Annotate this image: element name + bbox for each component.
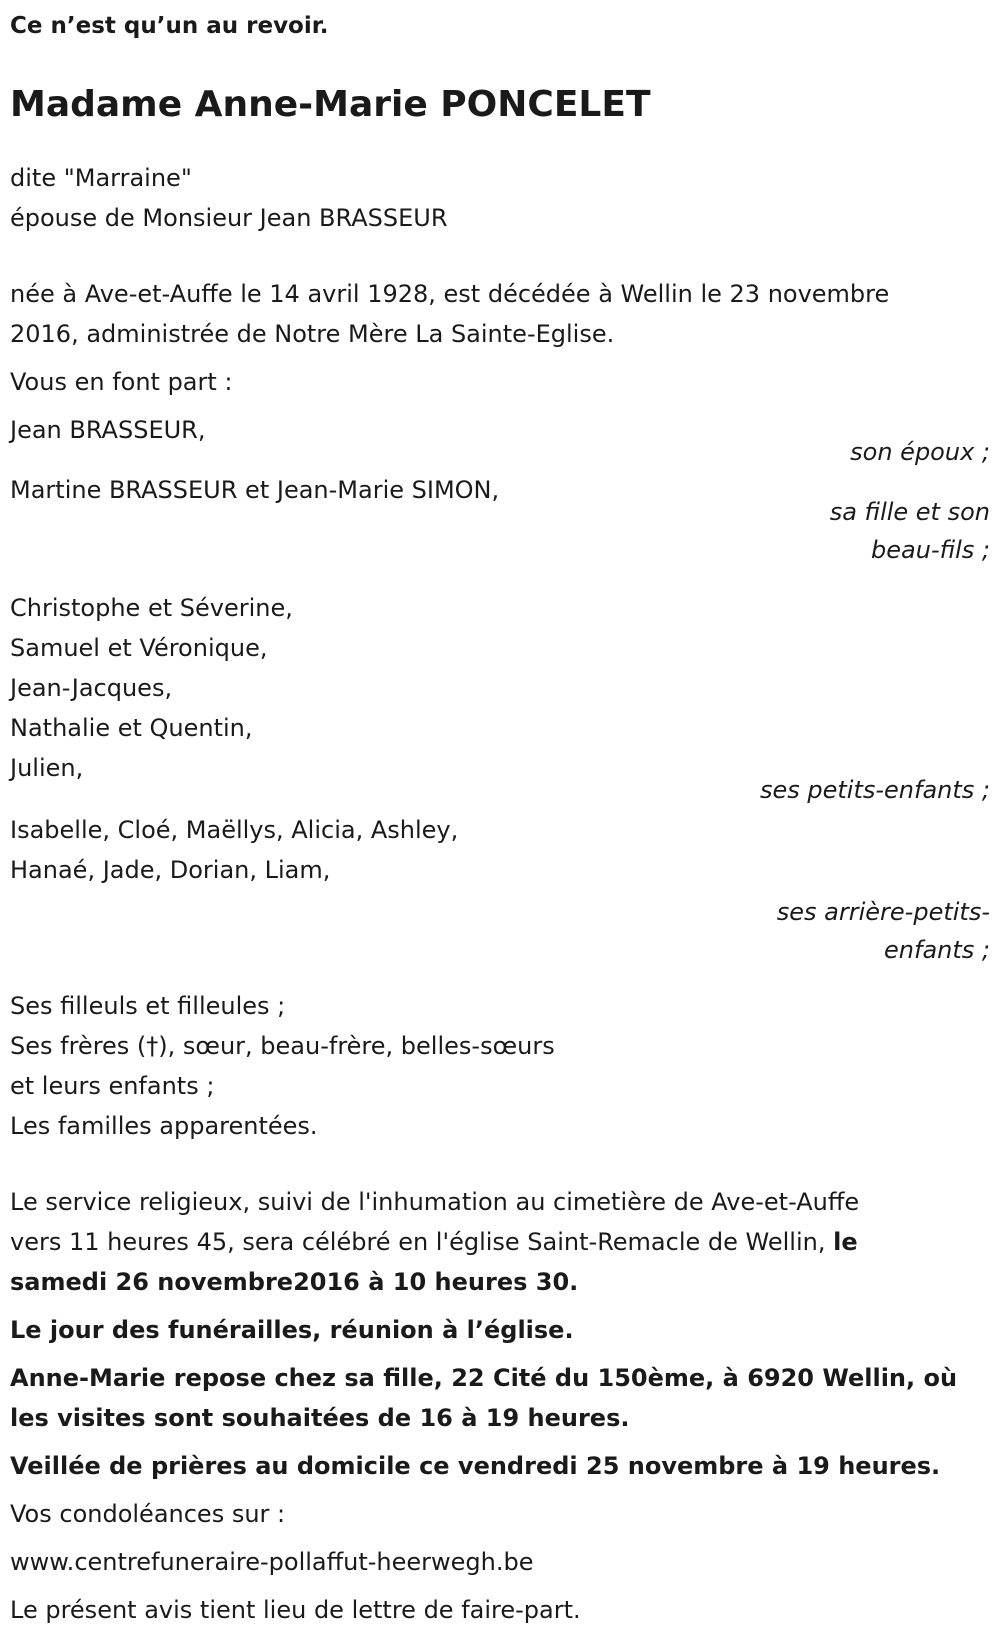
birth-death-line-2: 2016, administrée de Notre Mère La Sainte-Eglise. — [10, 320, 615, 348]
other-relatives-list — [10, 986, 990, 1146]
family-spouse-name: Jean BRASSEUR, — [10, 416, 206, 444]
grandchild-item: Nathalie et Quentin, — [10, 714, 253, 742]
vigil-line: Veillée de prières au domicile ce vendredi 25 novembre à 19 heures. — [10, 1452, 941, 1480]
service-line-1: Le service religieux, suivi de l'inhumation au cimetière de Ave-et-Auffe — [10, 1188, 860, 1216]
family-spouse-relation: son époux ; — [850, 438, 990, 466]
family-block — [10, 410, 990, 1146]
meeting-line: Le jour des funérailles, réunion à l’église. — [10, 1316, 574, 1344]
service-line-2 — [10, 1222, 990, 1262]
service-date: samedi 26 novembre2016 à 10 heures 30. — [10, 1268, 579, 1296]
visit-line-2: les visites sont souhaitées de 16 à 19 heures. — [10, 1404, 630, 1432]
intro-block — [10, 158, 990, 238]
visit-line-1: Anne-Marie repose chez sa fille, 22 Cité du 150ème, à 6920 Wellin, où — [10, 1364, 958, 1392]
service-line-2-text: vers 11 heures 45, sera célébré en l'église Saint-Remacle de Wellin, — [10, 1228, 834, 1256]
birth-death-block — [10, 274, 990, 354]
birth-death-line-1: née à Ave-et-Auffe le 14 avril 1928, est décédée à Wellin le 23 novembre — [10, 280, 890, 308]
grandchildren-list — [10, 588, 990, 788]
grandchild-item: Julien, — [10, 754, 84, 782]
announce-line: Vous en font part : — [10, 368, 233, 396]
other-relatives-item: et leurs enfants ; — [10, 1072, 215, 1100]
other-relatives-item: Ses frères (†), sœur, beau-frère, belles-sœurs — [10, 1032, 555, 1060]
other-relatives-item: Les familles apparentées. — [10, 1112, 318, 1140]
great-grandchild-item: Hanaé, Jade, Dorian, Liam, — [10, 856, 331, 884]
headline: Ce n’est qu’un au revoir. — [10, 13, 329, 39]
family-daughter-name: Martine BRASSEUR et Jean-Marie SIMON, — [10, 476, 500, 504]
grandchild-item: Samuel et Véronique, — [10, 634, 268, 662]
great-grandchild-item: Isabelle, Cloé, Maëllys, Alicia, Ashley, — [10, 816, 459, 844]
great-grandchildren-relation-1: ses arrière-petits- — [776, 898, 990, 926]
service-line-2-bold: le — [833, 1228, 858, 1256]
other-relatives-item: Ses filleuls et filleules ; — [10, 992, 286, 1020]
alias-line: dite "Marraine" — [10, 164, 192, 192]
great-grandchildren-relation-2: enfants ; — [884, 936, 990, 964]
service-block — [10, 1182, 990, 1302]
family-daughter-relation-1: sa fille et son — [829, 498, 990, 526]
spouse-line: épouse de Monsieur Jean BRASSEUR — [10, 204, 448, 232]
condolences-label: Vos condoléances sur : — [10, 1500, 286, 1528]
closing-line: Le présent avis tient lieu de lettre de faire-part. — [10, 1596, 581, 1624]
grandchild-item: Christophe et Séverine, — [10, 594, 293, 622]
grandchild-item: Jean-Jacques, — [10, 674, 173, 702]
family-daughter-relation-2: beau-fils ; — [871, 536, 990, 564]
grandchildren-relation: ses petits-enfants ; — [759, 776, 990, 804]
great-grandchildren-list — [10, 810, 990, 890]
website-link[interactable]: www.centrefuneraire-pollaffut-heerwegh.be — [10, 1548, 534, 1576]
visit-block — [10, 1358, 990, 1438]
deceased-name: Madame Anne-Marie PONCELET — [10, 84, 651, 125]
